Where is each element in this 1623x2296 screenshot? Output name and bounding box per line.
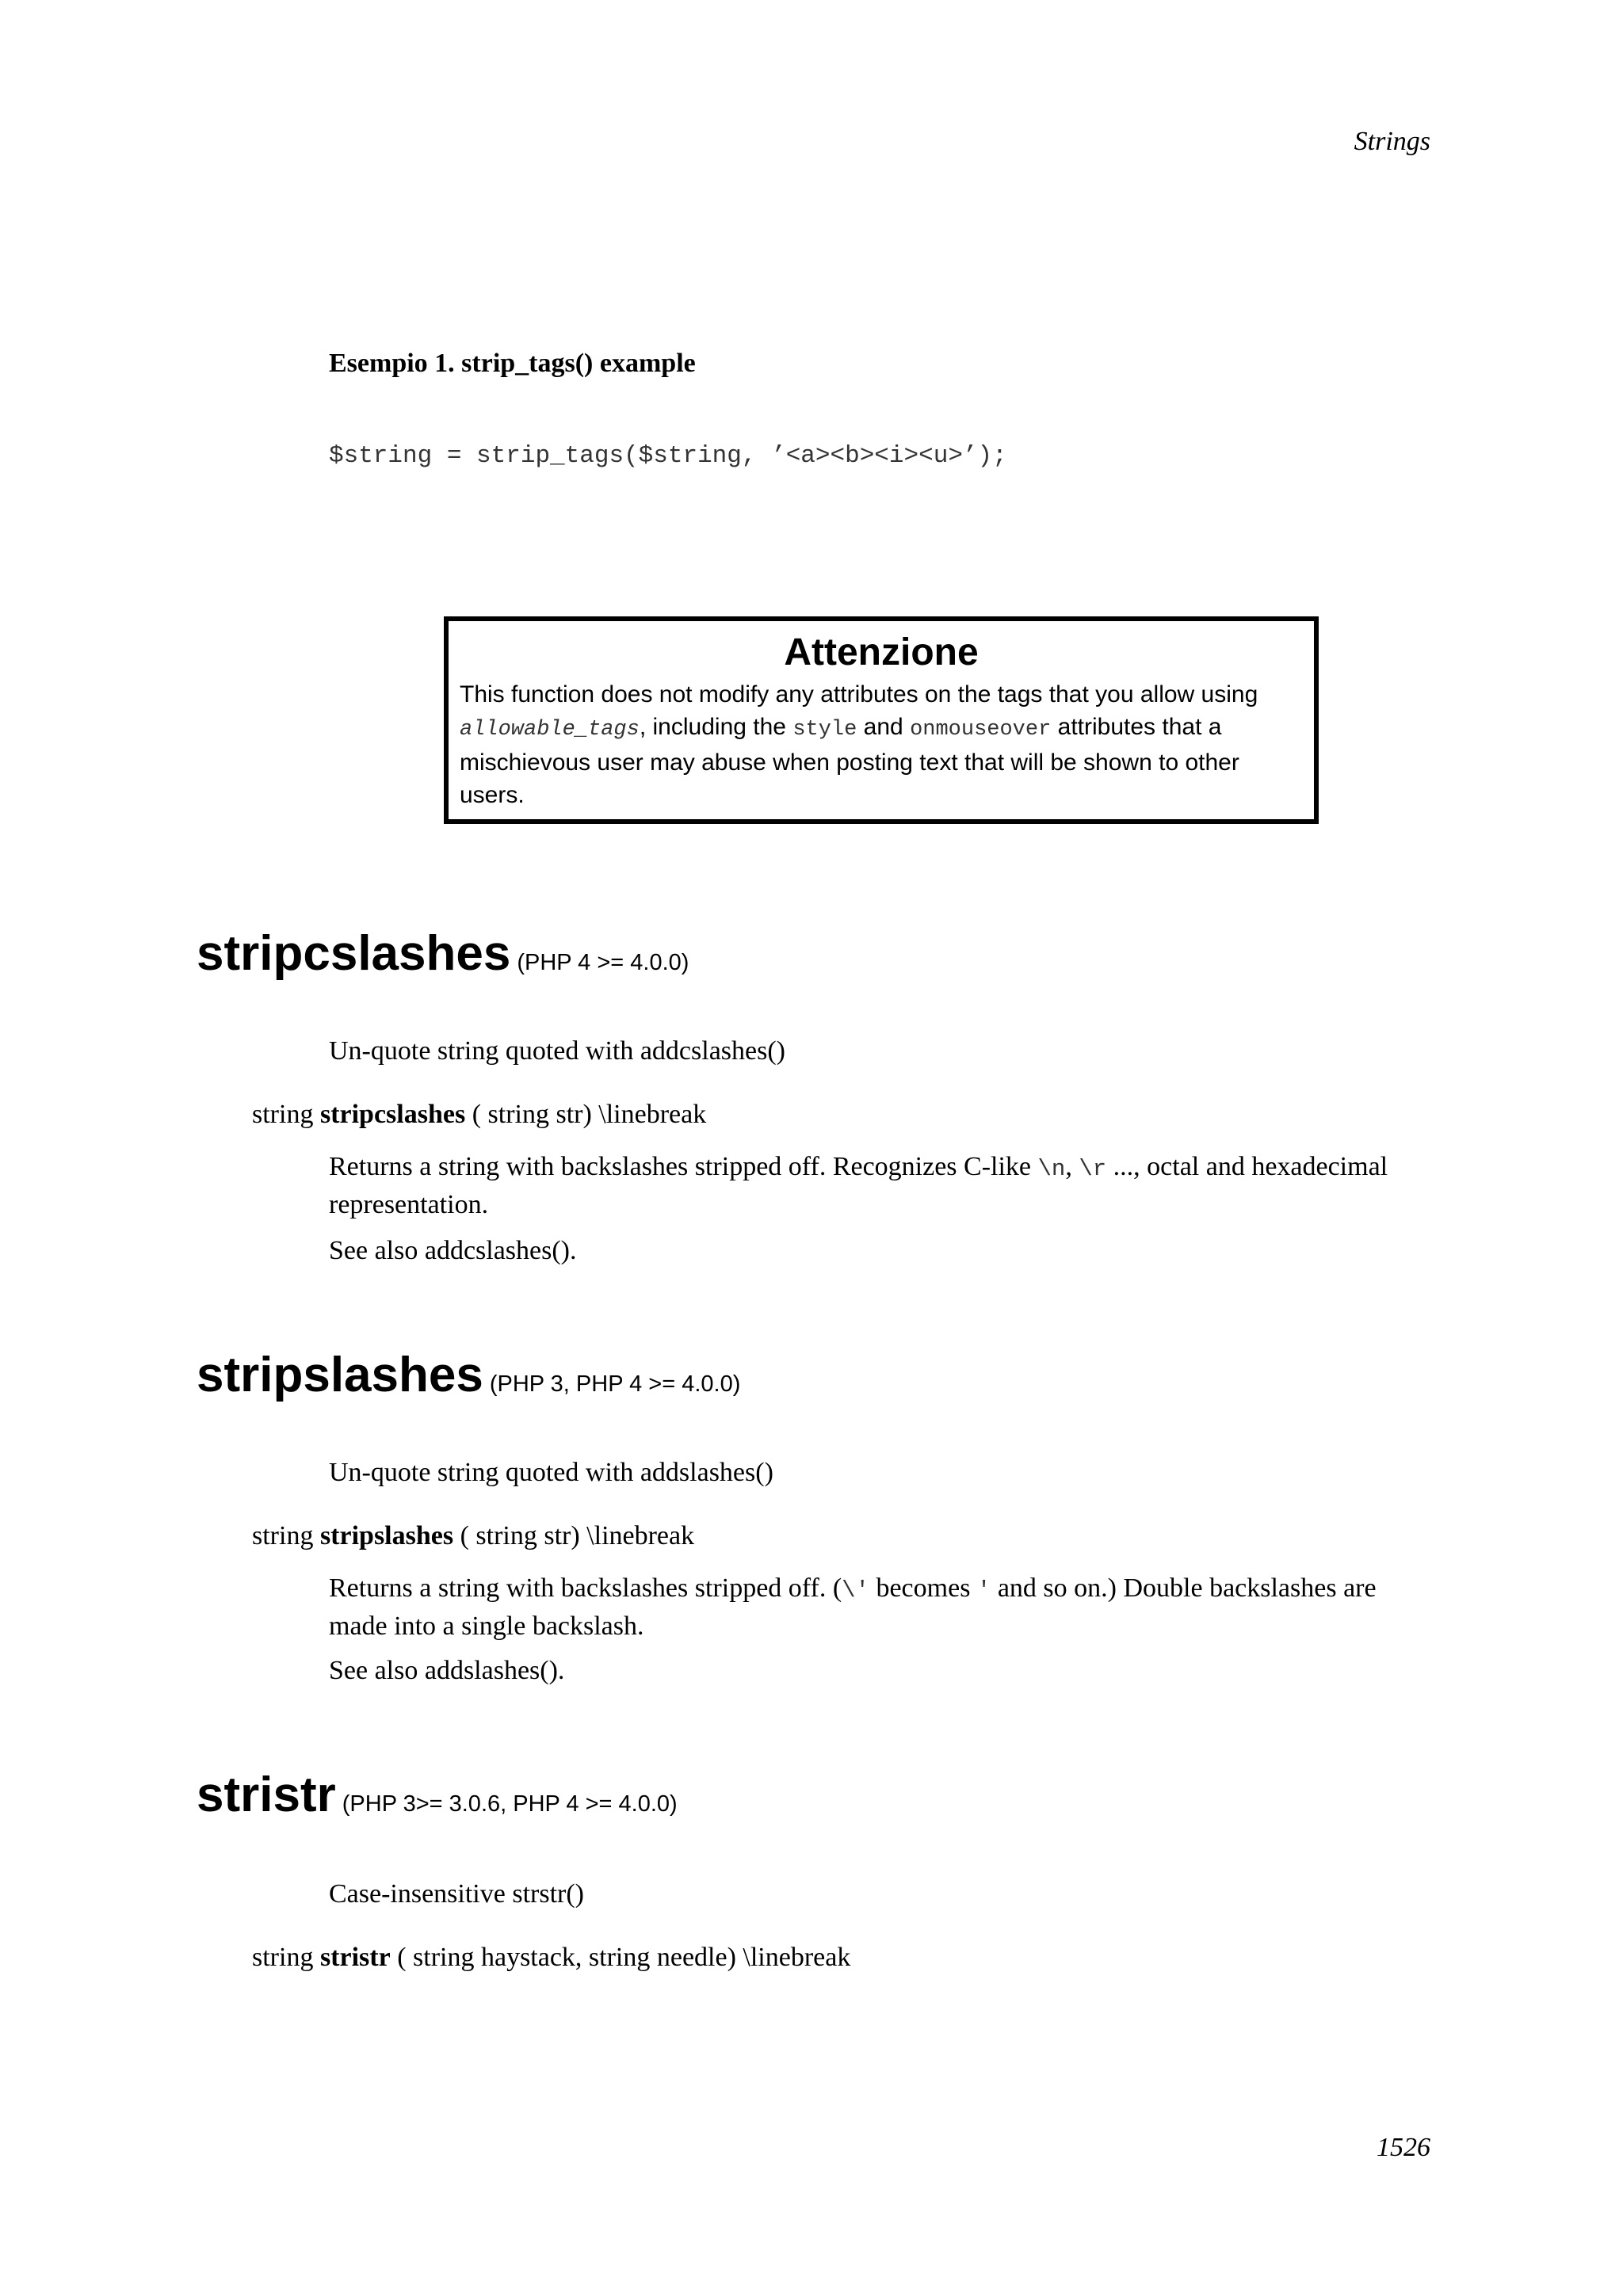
running-header: Strings: [1354, 127, 1430, 156]
warning-box: [444, 616, 1319, 824]
function-purpose: Un-quote string quoted with addcslashes(): [329, 1036, 785, 1066]
function-version: (PHP 3>= 3.0.6, PHP 4 >= 4.0.0): [342, 1791, 678, 1817]
function-version: (PHP 3, PHP 4 >= 4.0.0): [489, 1371, 741, 1397]
synopsis-args: ( string str) \linebreak: [453, 1521, 695, 1550]
function-version: (PHP 4 >= 4.0.0): [517, 950, 689, 975]
synopsis-type: string: [252, 1521, 320, 1550]
desc-code: ': [976, 1577, 991, 1604]
see-also: See also addcslashes().: [329, 1236, 577, 1265]
function-heading-stristr: [197, 1767, 678, 1823]
code-onmouseover: onmouseover: [910, 718, 1052, 742]
function-description: [329, 1149, 1434, 1222]
desc-text: Returns a string with backslashes stripped off. Recognizes C-like: [329, 1152, 1038, 1181]
synopsis-name: stripslashes: [319, 1521, 454, 1550]
function-synopsis: [252, 1521, 694, 1551]
warning-text: [460, 678, 1303, 811]
desc-text: and so on.) Double backslashes are made into a single backslash.: [329, 1573, 1377, 1641]
synopsis-type: string: [252, 1943, 320, 1972]
warning-text-part: , including the: [639, 714, 793, 740]
synopsis-args: ( string haystack, string needle) \linebreak: [390, 1943, 851, 1972]
warning-text-part: and: [857, 714, 911, 740]
desc-text: ..., octal and hexadecimal representation.: [329, 1152, 1388, 1219]
function-heading-stripslashes: [197, 1347, 740, 1403]
synopsis-type: string: [252, 1100, 320, 1129]
warning-title: Attenzione: [784, 631, 979, 673]
desc-code: \n: [1037, 1156, 1066, 1182]
function-purpose: Un-quote string quoted with addslashes(): [329, 1458, 773, 1487]
desc-text: Returns a string with backslashes stripped off. (: [329, 1573, 842, 1603]
code-example: $string = strip_tags($string, ’<a><b><i><u>’);: [329, 442, 1007, 470]
function-synopsis: [252, 1100, 706, 1130]
page-number: 1526: [1377, 2133, 1430, 2162]
code-style: style: [792, 718, 857, 742]
desc-text: becomes: [869, 1573, 977, 1603]
param-allowable-tags: allowable_tags: [460, 718, 640, 742]
synopsis-args: ( string str) \linebreak: [465, 1100, 707, 1129]
function-synopsis: [252, 1943, 850, 1973]
desc-code: \': [842, 1577, 869, 1604]
see-also: See also addslashes().: [329, 1656, 565, 1685]
function-heading-stripcslashes: [197, 925, 689, 982]
warning-text-part: attributes that a mischievous user may abuse when posting text that will be shown to other users.: [460, 714, 1239, 808]
desc-text: ,: [1065, 1152, 1079, 1181]
desc-code: \r: [1079, 1156, 1107, 1182]
warning-text-part: This function does not modify any attributes on the tags that you allow using: [460, 681, 1258, 707]
function-name: stripslashes: [197, 1348, 483, 1402]
example-title: Esempio 1. strip_tags() example: [329, 349, 696, 378]
function-name: stripcslashes: [197, 926, 511, 981]
synopsis-name: stristr: [319, 1943, 391, 1972]
function-name: stristr: [197, 1768, 336, 1822]
function-purpose: Case-insensitive strstr(): [329, 1879, 584, 1909]
synopsis-name: stripcslashes: [319, 1100, 466, 1129]
function-description: [329, 1570, 1434, 1644]
